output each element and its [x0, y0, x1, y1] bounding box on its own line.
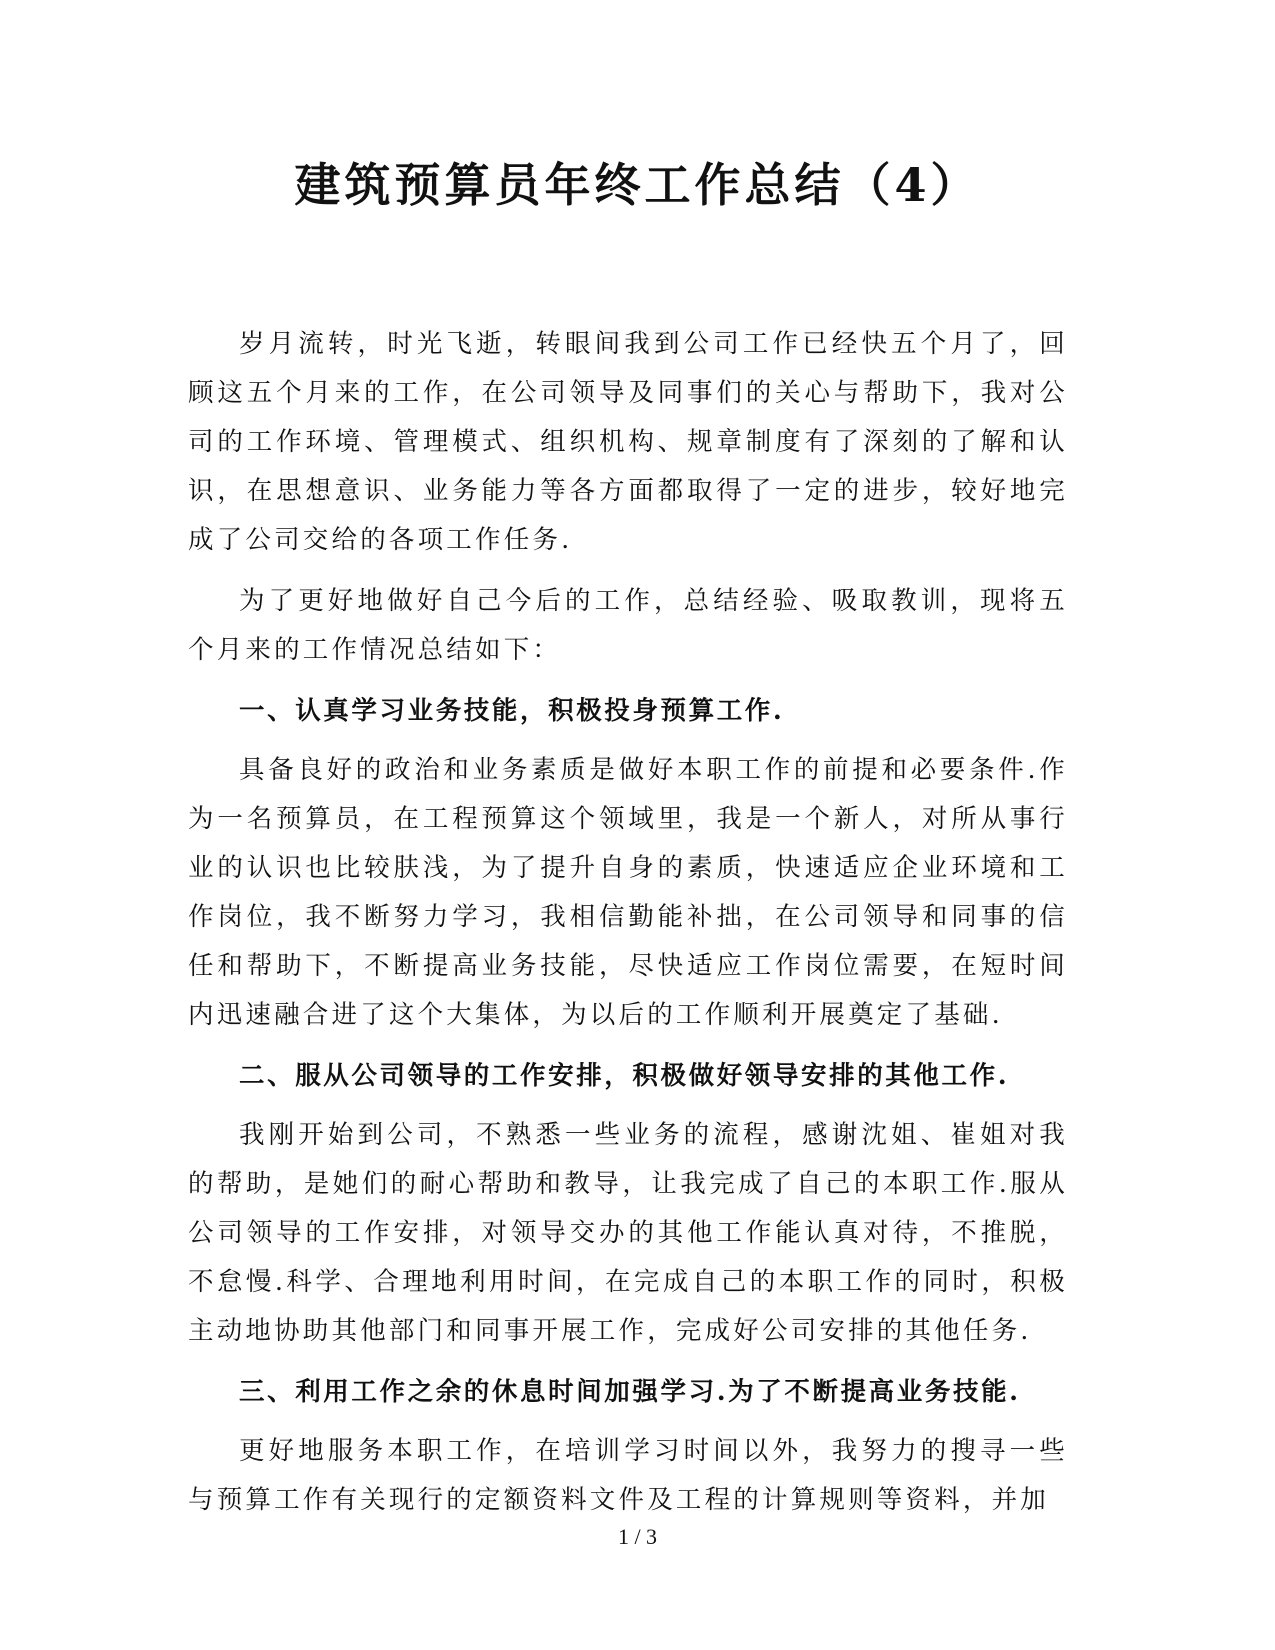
paragraph-summary-lead: 为了更好地做好自己今后的工作，总结经验、吸取教训，现将五个月来的工作情况总结如下：	[188, 586, 1068, 665]
section-heading-3: 三、利用工作之余的休息时间加强学习.为了不断提高业务技能.	[239, 1377, 1021, 1407]
paragraph-intro: 岁月流转，时光飞逝，转眼间我到公司工作已经快五个月了，回顾这五个月来的工作，在公司领导及同事们的关心与帮助下，我对公司的工作环境、管理模式、组织机构、规章制度有了深刻的了解和认识，在思想意识、业务能力等各方面都取得了一定的进步，较好地完成了公司交给的各项工作任务.	[188, 329, 1068, 555]
paragraph-section-1: 具备良好的政治和业务素质是做好本职工作的前提和必要条件.作为一名预算员，在工程预算这个领域里，我是一个新人，对所从事行业的认识也比较肤浅，为了提升自身的素质，快速适应企业环境和工作岗位，我不断努力学习，我相信勤能补拙，在公司领导和同事的信任和帮助下，不断提高业务技能，尽快适应工作岗位需要，在短时间内迅速融合进了这个大集体，为以后的工作顺利开展奠定了基础.	[188, 755, 1068, 1030]
paragraph-section-3: 更好地服务本职工作，在培训学习时间以外，我努力的搜寻一些与预算工作有关现行的定额资料文件及工程的计算规则等资料，并加	[188, 1436, 1068, 1515]
document-title: 建筑预算员年终工作总结（4）	[294, 158, 981, 212]
page-number: 1 / 3	[617, 1524, 658, 1549]
paragraph-section-2: 我刚开始到公司，不熟悉一些业务的流程，感谢沈姐、崔姐对我的帮助，是她们的耐心帮助和教导，让我完成了自己的本职工作.服从公司领导的工作安排，对领导交办的其他工作能认真对待，不推脱，不怠慢.科学、合理地利用时间，在完成自己的本职工作的同时，积极主动地协助其他部门和同事开展工作，完成好公司安排的其他任务.	[188, 1120, 1068, 1346]
document-body	[188, 320, 1068, 1537]
section-heading-2: 二、服从公司领导的工作安排，积极做好领导安排的其他工作.	[239, 1061, 1010, 1091]
section-heading-1: 一、认真学习业务技能，积极投身预算工作.	[239, 696, 785, 726]
